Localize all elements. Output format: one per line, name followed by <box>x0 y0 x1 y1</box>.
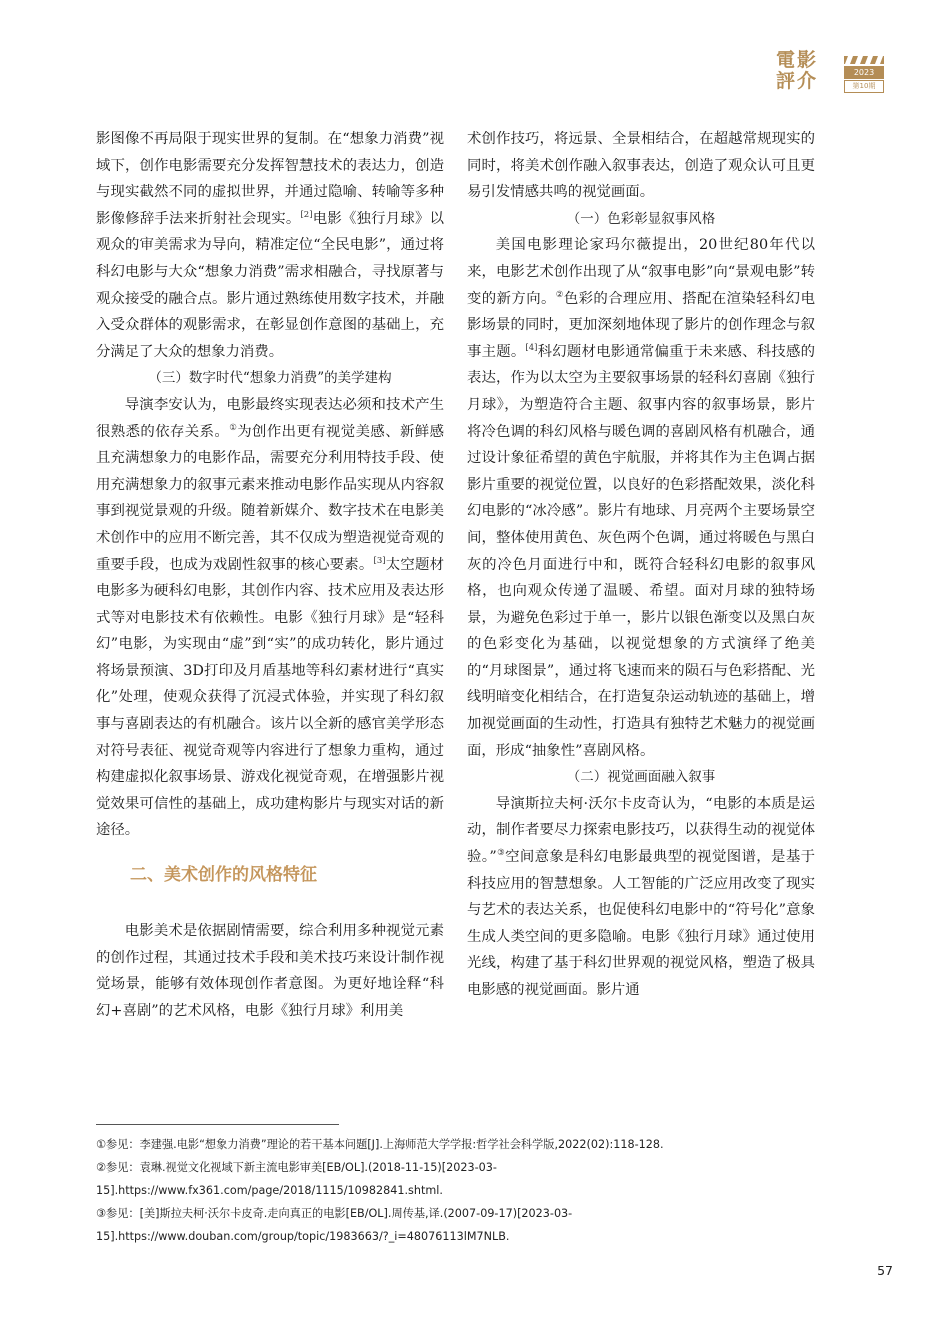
journal-logo <box>776 50 888 96</box>
body-paragraph: 美国电影理论家玛尔薇提出，20世纪80年代以来，电影艺术创作出现了从“叙事电影”向“景观电影”转变的新方向。②色彩的合理应用、搭配在渲染轻科幻电影场景的同时，更加深刻地体现了影片的创作理念与叙事主题。[4]科幻题材电影通常偏重于未来感、科技感的表达，作为以太空为主要叙事场景的轻科幻喜剧《独行月球》，为塑造符合主题、叙事内容的叙事场景，影片将冷色调的科幻风格与暖色调的喜剧风格有机融合，通过设计象征希望的黄色宇航服，并将其作为主色调占据影片重要的视觉位置，以良好的色彩搭配效果，淡化科幻电影的“冰冷感”。影片有地球、月亮两个主要场景空间，整体使用黄色、灰色两个色调，通过将暖色与黑白灰的冷色月面进行中和，既符合轻科幻电影的叙事风格，也向观众传递了温暖、希望。面对月球的独特场景，为避免色彩过于单一，影片以银色渐变以及黑白灰的色彩变化为基础，以视觉想象的方式演绎了绝美的“月球图景”，通过将飞速而来的陨石与色彩搭配、光线明暗变化相结合，在打造复杂运动轨迹的基础上，增加视觉画面的生动性，打造具有独特艺术魅力的视觉画面，形成“抽象性”喜剧风格。 <box>467 237 815 759</box>
journal-logo-title: 電影 評介 <box>776 49 819 92</box>
footnote-ref: ① <box>229 422 238 433</box>
citation-ref: [3] <box>373 555 386 566</box>
clapperboard-icon <box>844 54 884 64</box>
journal-year: 2023 <box>844 66 884 79</box>
body-paragraph: 导演斯拉夫柯·沃尔卡皮奇认为，“电影的本质是运动，制作者要尽力探索电影技巧，以获得生动的视觉体验。”③空间意象是科幻电影最典型的视觉图谱，是基于科技应用的智慧想象。人工智能的广泛应用改变了现实与艺术的表达关系，也促使科幻电影中的“符号化”意象生成人类空间的更多隐喻。电影《独行月球》通过使用光线，构建了基于科幻世界观的视觉风格，塑造了极具电影感的视觉画面。影片通 <box>467 795 815 998</box>
subsection-heading: （二）视觉画面融入叙事 <box>566 769 716 786</box>
footnote-divider <box>96 1124 339 1125</box>
body-paragraph: 术创作技巧，将远景、全景相结合，在超越常规现实的同时，将美术创作融入叙事表达，创造了观众认可且更易引发情感共鸣的视觉画面。 <box>467 131 815 201</box>
footnote-ref: ③ <box>496 848 506 859</box>
subsection-heading: （三）数字时代“想象力消费”的美学建构 <box>148 370 392 387</box>
footnotes <box>96 1133 812 1248</box>
body-paragraph: 影图像不再局限于现实世界的复制。在“想象力消费”视域下，创作电影需要充分发挥智慧技术的表达力，创造与现实截然不同的虚拟世界，并通过隐喻、转喻等多种影像修辞手法来折射社会现实。[2]电影《独行月球》以观众的审美需求为导向，精准定位“全民电影”，通过将科幻电影与大众“想象力消费”需求相融合，寻找原著与观众接受的融合点。影片通过熟练使用数字技术，并融入受众群体的观影需求，在彰显创作意图的基础上，充分满足了大众的想象力消费。 <box>96 131 444 360</box>
body-paragraph: 电影美术是依据剧情需要，综合利用多种视觉元素的创作过程，其通过技术手段和美术技巧来设计制作视觉场景，能够有效体现创作者意图。为更好地诠释“科幻+喜剧”的艺术风格，电影《独行月球》利用美 <box>96 923 444 1019</box>
left-column <box>96 126 444 1024</box>
citation-ref: [2] <box>300 209 313 220</box>
subsection-heading: （一）色彩彰显叙事风格 <box>566 210 716 227</box>
section-heading: 二、美术创作的风格特征 <box>130 865 317 886</box>
page-number: 57 <box>877 1263 893 1278</box>
right-column <box>467 126 815 1004</box>
footnote-ref: ② <box>555 289 564 300</box>
footnote-item: ②参见：袁琳.视觉文化视域下新主流电影审美[EB/OL].(2018-11-15)[2023-03-15].https://www.fx361.com/page/2018/1115/10982841.shtml. <box>96 1161 497 1197</box>
citation-ref: [4] <box>525 342 538 353</box>
journal-issue: 第10期 <box>844 80 884 93</box>
footnote-item: ③参见：[美]斯拉夫柯·沃尔卡皮奇.走向真正的电影[EB/OL].周传基,译.(2007-09-17)[2023-03-15].https://www.douban.com/group/topic/1983663/?_i=48076113lM7NLB. <box>96 1207 573 1243</box>
body-paragraph: 导演李安认为，电影最终实现表达必须和技术产生很熟悉的依存关系。①为创作出更有视觉美感、新鲜感且充满想象力的电影作品，需要充分利用特技手段、使用充满想象力的叙事元素来推动电影作品实现从内容叙事到视觉景观的升级。随着新媒介、数字技术在电影美术创作中的应用不断完善，其不仅成为塑造视觉奇观的重要手段，也成为戏剧性叙事的核心要素。[3]太空题材电影多为硬科幻电影，其创作内容、技术应用及表达形式等对电影技术有依赖性。电影《独行月球》是“轻科幻”电影，为实现由“虚”到“实”的成功转化，影片通过将场景预演、3D打印及月盾基地等科幻素材进行“真实化”处理，使观众获得了沉浸式体验，并实现了科幻叙事与喜剧表达的有机融合。该片以全新的感官美学形态对符号表征、视觉奇观等内容进行了想象力重构，通过构建虚拟化叙事场景、游戏化视觉奇观，在增强影片视觉效果可信性的基础上，成功建构影片与现实对话的新途径。 <box>96 396 444 839</box>
footnote-item: ①参见：李建强.电影“想象力消费”理论的若干基本问题[J].上海师范大学学报:哲学社会科学版,2022(02):118-128. <box>96 1138 664 1151</box>
